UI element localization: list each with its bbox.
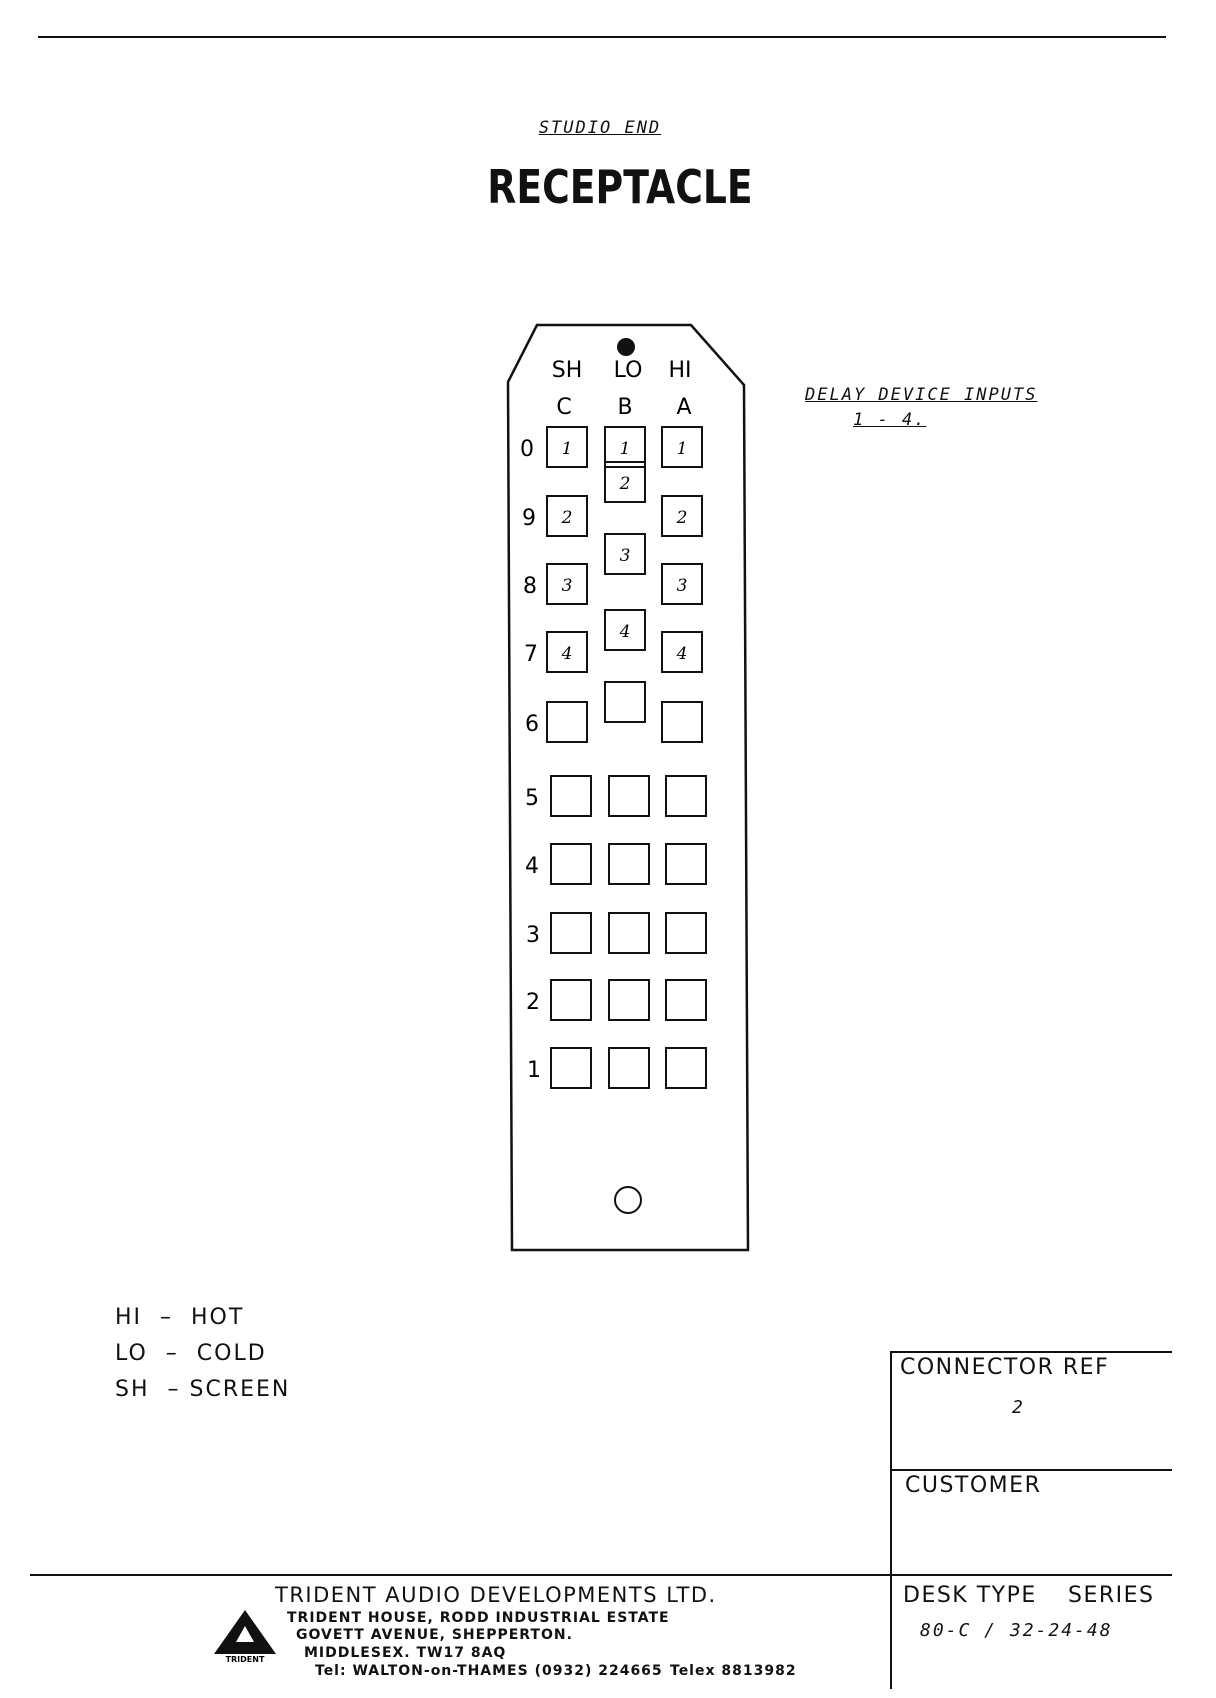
pin-socket xyxy=(551,844,591,884)
locating-hole xyxy=(615,1187,641,1213)
company-address-line-3: MIDDLESEX. TW17 8AQ xyxy=(304,1645,507,1661)
column-letter-c: C xyxy=(556,395,572,420)
pin-socket xyxy=(605,682,645,722)
pin-socket xyxy=(609,980,649,1020)
legend-row: SH – SCREEN xyxy=(115,1377,291,1402)
pin-number: 1 xyxy=(676,439,688,459)
drawing-subtitle: STUDIO END xyxy=(538,118,662,138)
row-label: 8 xyxy=(523,574,537,599)
title-block-left-line xyxy=(890,1351,892,1689)
pin-socket xyxy=(666,844,706,884)
title-block-top-line xyxy=(890,1351,1172,1353)
pin-socket xyxy=(609,1048,649,1088)
row-label: 2 xyxy=(526,990,540,1015)
pin-socket xyxy=(666,776,706,816)
pin-number: 3 xyxy=(619,546,631,566)
pin-socket xyxy=(551,1048,591,1088)
row-label: 7 xyxy=(524,642,538,667)
logo-text: TRIDENT xyxy=(225,1655,265,1664)
pin-number: 2 xyxy=(676,508,688,528)
bottom-border-line xyxy=(30,1574,1172,1576)
pin-socket xyxy=(666,1048,706,1088)
note-line-1: DELAY DEVICE INPUTS xyxy=(805,385,1038,405)
row-label: 5 xyxy=(525,786,539,811)
row-label: 6 xyxy=(525,712,539,737)
desk-type-label: DESK TYPE xyxy=(903,1583,1037,1608)
legend-code: LO xyxy=(115,1341,148,1366)
legend-meaning: COLD xyxy=(196,1341,267,1366)
series-label: SERIES xyxy=(1068,1583,1155,1608)
legend xyxy=(115,1300,290,1408)
legend-row: HI – HOT xyxy=(115,1305,245,1330)
note-line-2: 1 - 4. xyxy=(853,410,927,430)
pin-socket xyxy=(662,702,702,742)
column-letter-a: A xyxy=(676,395,692,420)
legend-meaning: SCREEN xyxy=(189,1377,291,1402)
legend-row: LO – COLD xyxy=(115,1341,267,1366)
pin-socket xyxy=(666,913,706,953)
legend-code: HI xyxy=(115,1305,143,1330)
pin-socket xyxy=(547,702,587,742)
pin-socket xyxy=(551,980,591,1020)
pin-socket xyxy=(551,913,591,953)
row-label: 0 xyxy=(520,437,534,462)
trident-logo xyxy=(210,1608,280,1664)
key-dot xyxy=(617,338,635,356)
pin-number: 4 xyxy=(619,622,631,642)
desk-type-value: 80-C / 32-24-48 xyxy=(920,1620,1113,1641)
pin-number: 2 xyxy=(561,508,573,528)
pin-number: 3 xyxy=(561,576,573,596)
column-name-sh: SH xyxy=(551,358,583,383)
column-letter-b: B xyxy=(617,395,633,420)
pin-number: 1 xyxy=(561,439,573,459)
pin-socket xyxy=(609,913,649,953)
pin-number: 2 xyxy=(619,474,631,494)
row-label: 4 xyxy=(525,854,539,879)
legend-meaning: HOT xyxy=(191,1305,245,1330)
pin-socket xyxy=(609,776,649,816)
pin-socket xyxy=(666,980,706,1020)
connector-ref-label: CONNECTOR REF xyxy=(900,1355,1110,1380)
company-phone: Tel: WALTON-on-THAMES (0932) 224665 xyxy=(315,1663,663,1679)
pin-socket xyxy=(609,844,649,884)
company-address-line-2: GOVETT AVENUE, SHEPPERTON. xyxy=(296,1627,573,1643)
pin-number: 4 xyxy=(561,644,573,664)
row-label: 1 xyxy=(527,1058,541,1083)
pin-socket xyxy=(551,776,591,816)
title-block-divider-1 xyxy=(890,1469,1172,1471)
row-label: 3 xyxy=(526,923,540,948)
row-label: 9 xyxy=(522,506,536,531)
pin-number: 1 xyxy=(619,439,631,459)
company-telex: Telex 8813982 xyxy=(670,1663,797,1679)
legend-code: SH xyxy=(115,1377,150,1402)
connector-ref-value: 2 xyxy=(1012,1397,1025,1418)
company-name: TRIDENT AUDIO DEVELOPMENTS LTD. xyxy=(275,1583,717,1607)
company-address-line-1: TRIDENT HOUSE, RODD INDUSTRIAL ESTATE xyxy=(287,1610,670,1626)
drawing-title: RECEPTACLE xyxy=(487,160,753,214)
column-name-hi: HI xyxy=(668,358,692,383)
customer-label: CUSTOMER xyxy=(905,1473,1042,1498)
pin-number: 4 xyxy=(676,644,688,664)
pin-grid xyxy=(520,427,706,1088)
column-name-lo: LO xyxy=(613,358,643,383)
receptacle-outline xyxy=(508,325,748,1250)
pin-number: 3 xyxy=(676,576,688,596)
